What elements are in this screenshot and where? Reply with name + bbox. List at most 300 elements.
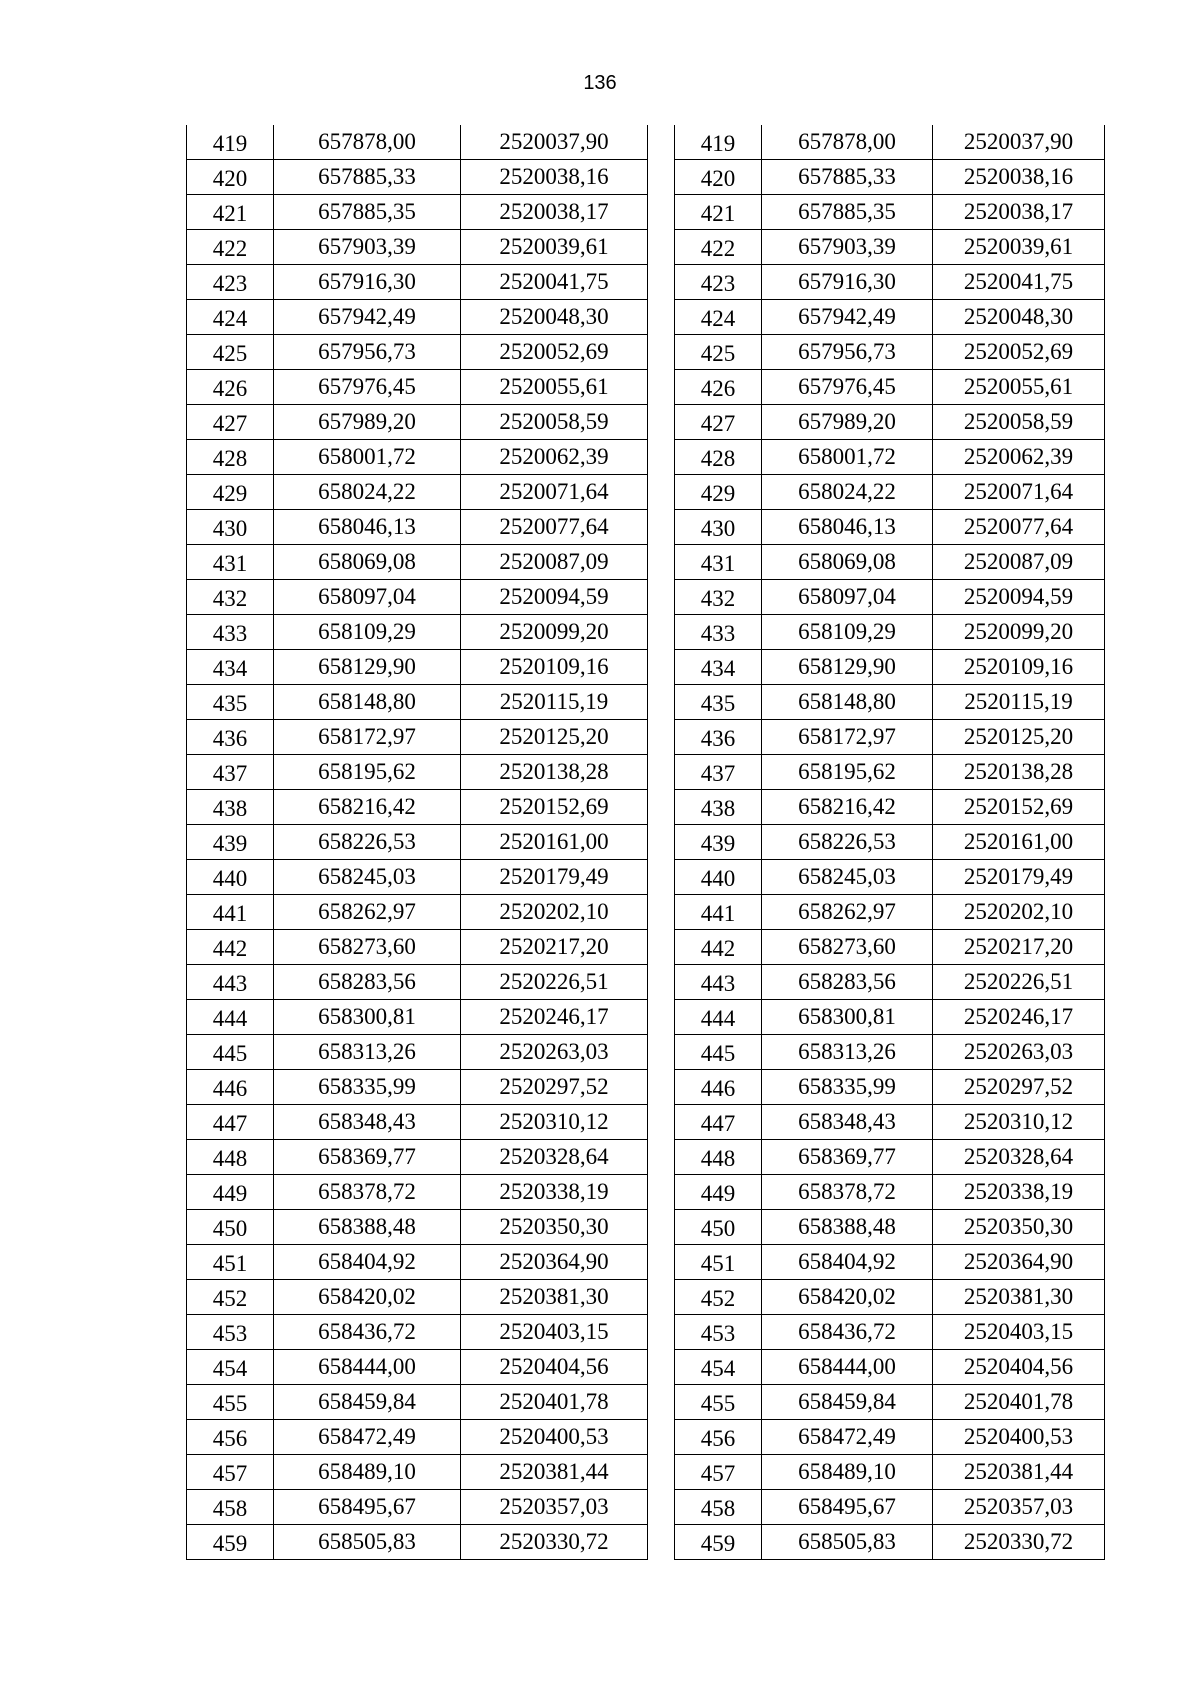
y-coordinate-cell: 2520037,90: [461, 125, 648, 160]
point-number-cell: 448: [675, 1140, 762, 1175]
table-row: [187, 720, 648, 755]
x-coordinate-cell: 658262,97: [762, 895, 933, 930]
y-coordinate-cell: 2520062,39: [933, 440, 1105, 475]
x-coordinate-cell: 658069,08: [762, 545, 933, 580]
x-coordinate-cell: 657916,30: [274, 265, 461, 300]
x-coordinate-cell: 658283,56: [274, 965, 461, 1000]
y-coordinate-cell: 2520404,56: [933, 1350, 1105, 1385]
table-row: [187, 1315, 648, 1350]
x-coordinate-cell: 658420,02: [274, 1280, 461, 1315]
point-number-cell: 430: [675, 510, 762, 545]
y-coordinate-cell: 2520138,28: [461, 755, 648, 790]
point-number-cell: 425: [187, 335, 274, 370]
x-coordinate-cell: 658505,83: [274, 1525, 461, 1560]
y-coordinate-cell: 2520087,09: [461, 545, 648, 580]
x-coordinate-cell: 658348,43: [274, 1105, 461, 1140]
coordinates-table-right: [674, 125, 1105, 1560]
x-coordinate-cell: 658420,02: [762, 1280, 933, 1315]
table-row: [675, 1350, 1105, 1385]
point-number-cell: 449: [187, 1175, 274, 1210]
point-number-cell: 437: [675, 755, 762, 790]
point-number-cell: 455: [187, 1385, 274, 1420]
coordinates-table-body: [675, 125, 1105, 1560]
y-coordinate-cell: 2520058,59: [933, 405, 1105, 440]
x-coordinate-cell: 658444,00: [762, 1350, 933, 1385]
table-row: [675, 405, 1105, 440]
y-coordinate-cell: 2520041,75: [461, 265, 648, 300]
y-coordinate-cell: 2520403,15: [461, 1315, 648, 1350]
table-row: [187, 685, 648, 720]
y-coordinate-cell: 2520099,20: [933, 615, 1105, 650]
table-row: [675, 160, 1105, 195]
point-number-cell: 453: [675, 1315, 762, 1350]
x-coordinate-cell: 658404,92: [762, 1245, 933, 1280]
table-row: [187, 1525, 648, 1560]
y-coordinate-cell: 2520401,78: [933, 1385, 1105, 1420]
table-row: [675, 650, 1105, 685]
table-row: [187, 1455, 648, 1490]
point-number-cell: 435: [187, 685, 274, 720]
table-row: [187, 1350, 648, 1385]
table-row: [675, 1105, 1105, 1140]
table-row: [675, 1000, 1105, 1035]
point-number-cell: 447: [675, 1105, 762, 1140]
y-coordinate-cell: 2520403,15: [933, 1315, 1105, 1350]
x-coordinate-cell: 658378,72: [762, 1175, 933, 1210]
point-number-cell: 446: [675, 1070, 762, 1105]
table-row: [187, 1210, 648, 1245]
x-coordinate-cell: 658436,72: [762, 1315, 933, 1350]
table-row: [187, 615, 648, 650]
y-coordinate-cell: 2520400,53: [461, 1420, 648, 1455]
point-number-cell: 445: [675, 1035, 762, 1070]
point-number-cell: 425: [675, 335, 762, 370]
point-number-cell: 426: [675, 370, 762, 405]
x-coordinate-cell: 658444,00: [274, 1350, 461, 1385]
point-number-cell: 422: [675, 230, 762, 265]
point-number-cell: 419: [675, 125, 762, 160]
y-coordinate-cell: 2520055,61: [461, 370, 648, 405]
table-row: [187, 300, 648, 335]
table-row: [187, 1385, 648, 1420]
x-coordinate-cell: 658489,10: [274, 1455, 461, 1490]
point-number-cell: 447: [187, 1105, 274, 1140]
x-coordinate-cell: 658313,26: [274, 1035, 461, 1070]
y-coordinate-cell: 2520404,56: [461, 1350, 648, 1385]
x-coordinate-cell: 658313,26: [762, 1035, 933, 1070]
y-coordinate-cell: 2520364,90: [461, 1245, 648, 1280]
point-number-cell: 448: [187, 1140, 274, 1175]
point-number-cell: 423: [187, 265, 274, 300]
table-row: [187, 1000, 648, 1035]
point-number-cell: 459: [187, 1525, 274, 1560]
point-number-cell: 420: [675, 160, 762, 195]
point-number-cell: 432: [675, 580, 762, 615]
table-row: [675, 510, 1105, 545]
y-coordinate-cell: 2520161,00: [461, 825, 648, 860]
x-coordinate-cell: 658273,60: [762, 930, 933, 965]
point-number-cell: 426: [187, 370, 274, 405]
y-coordinate-cell: 2520179,49: [933, 860, 1105, 895]
point-number-cell: 451: [187, 1245, 274, 1280]
y-coordinate-cell: 2520330,72: [933, 1525, 1105, 1560]
y-coordinate-cell: 2520381,30: [933, 1280, 1105, 1315]
x-coordinate-cell: 658472,49: [274, 1420, 461, 1455]
point-number-cell: 435: [675, 685, 762, 720]
y-coordinate-cell: 2520038,16: [461, 160, 648, 195]
point-number-cell: 434: [187, 650, 274, 685]
y-coordinate-cell: 2520115,19: [933, 685, 1105, 720]
table-row: [675, 1245, 1105, 1280]
y-coordinate-cell: 2520263,03: [461, 1035, 648, 1070]
y-coordinate-cell: 2520071,64: [933, 475, 1105, 510]
point-number-cell: 457: [675, 1455, 762, 1490]
x-coordinate-cell: 657976,45: [274, 370, 461, 405]
y-coordinate-cell: 2520062,39: [461, 440, 648, 475]
x-coordinate-cell: 658046,13: [762, 510, 933, 545]
table-row: [187, 545, 648, 580]
x-coordinate-cell: 657956,73: [274, 335, 461, 370]
y-coordinate-cell: 2520039,61: [933, 230, 1105, 265]
y-coordinate-cell: 2520401,78: [461, 1385, 648, 1420]
table-row: [675, 755, 1105, 790]
point-number-cell: 452: [187, 1280, 274, 1315]
table-row: [675, 965, 1105, 1000]
point-number-cell: 438: [675, 790, 762, 825]
x-coordinate-cell: 657885,35: [274, 195, 461, 230]
point-number-cell: 451: [675, 1245, 762, 1280]
x-coordinate-cell: 657976,45: [762, 370, 933, 405]
y-coordinate-cell: 2520099,20: [461, 615, 648, 650]
point-number-cell: 445: [187, 1035, 274, 1070]
table-row: [187, 440, 648, 475]
point-number-cell: 458: [187, 1490, 274, 1525]
table-row: [675, 125, 1105, 160]
point-number-cell: 438: [187, 790, 274, 825]
y-coordinate-cell: 2520310,12: [933, 1105, 1105, 1140]
y-coordinate-cell: 2520328,64: [461, 1140, 648, 1175]
y-coordinate-cell: 2520138,28: [933, 755, 1105, 790]
y-coordinate-cell: 2520179,49: [461, 860, 648, 895]
table-row: [187, 195, 648, 230]
table-row: [675, 1455, 1105, 1490]
table-row: [187, 930, 648, 965]
point-number-cell: 428: [675, 440, 762, 475]
x-coordinate-cell: 658300,81: [762, 1000, 933, 1035]
table-row: [187, 1245, 648, 1280]
y-coordinate-cell: 2520400,53: [933, 1420, 1105, 1455]
point-number-cell: 449: [675, 1175, 762, 1210]
table-row: [187, 825, 648, 860]
table-row: [187, 860, 648, 895]
x-coordinate-cell: 658335,99: [762, 1070, 933, 1105]
x-coordinate-cell: 657885,35: [762, 195, 933, 230]
x-coordinate-cell: 658505,83: [762, 1525, 933, 1560]
y-coordinate-cell: 2520357,03: [933, 1490, 1105, 1525]
table-row: [675, 790, 1105, 825]
y-coordinate-cell: 2520077,64: [461, 510, 648, 545]
point-number-cell: 444: [675, 1000, 762, 1035]
y-coordinate-cell: 2520350,30: [461, 1210, 648, 1245]
table-row: [675, 1315, 1105, 1350]
y-coordinate-cell: 2520381,30: [461, 1280, 648, 1315]
table-row: [675, 300, 1105, 335]
table-row: [187, 1420, 648, 1455]
y-coordinate-cell: 2520350,30: [933, 1210, 1105, 1245]
y-coordinate-cell: 2520052,69: [461, 335, 648, 370]
table-row: [187, 1280, 648, 1315]
x-coordinate-cell: 658273,60: [274, 930, 461, 965]
coordinates-table-left: [186, 125, 648, 1560]
x-coordinate-cell: 658369,77: [762, 1140, 933, 1175]
y-coordinate-cell: 2520381,44: [933, 1455, 1105, 1490]
table-row: [187, 265, 648, 300]
x-coordinate-cell: 658459,84: [274, 1385, 461, 1420]
x-coordinate-cell: 657878,00: [762, 125, 933, 160]
point-number-cell: 420: [187, 160, 274, 195]
y-coordinate-cell: 2520364,90: [933, 1245, 1105, 1280]
point-number-cell: 434: [675, 650, 762, 685]
point-number-cell: 427: [675, 405, 762, 440]
point-number-cell: 429: [675, 475, 762, 510]
y-coordinate-cell: 2520048,30: [933, 300, 1105, 335]
x-coordinate-cell: 657903,39: [274, 230, 461, 265]
x-coordinate-cell: 658172,97: [274, 720, 461, 755]
x-coordinate-cell: 658216,42: [274, 790, 461, 825]
x-coordinate-cell: 658001,72: [762, 440, 933, 475]
y-coordinate-cell: 2520041,75: [933, 265, 1105, 300]
point-number-cell: 457: [187, 1455, 274, 1490]
x-coordinate-cell: 658436,72: [274, 1315, 461, 1350]
x-coordinate-cell: 657989,20: [762, 405, 933, 440]
point-number-cell: 456: [675, 1420, 762, 1455]
y-coordinate-cell: 2520246,17: [933, 1000, 1105, 1035]
x-coordinate-cell: 658245,03: [274, 860, 461, 895]
table-row: [187, 1105, 648, 1140]
point-number-cell: 433: [187, 615, 274, 650]
point-number-cell: 433: [675, 615, 762, 650]
y-coordinate-cell: 2520077,64: [933, 510, 1105, 545]
y-coordinate-cell: 2520338,19: [933, 1175, 1105, 1210]
point-number-cell: 431: [187, 545, 274, 580]
y-coordinate-cell: 2520161,00: [933, 825, 1105, 860]
x-coordinate-cell: 658024,22: [274, 475, 461, 510]
x-coordinate-cell: 657903,39: [762, 230, 933, 265]
x-coordinate-cell: 657916,30: [762, 265, 933, 300]
y-coordinate-cell: 2520381,44: [461, 1455, 648, 1490]
y-coordinate-cell: 2520338,19: [461, 1175, 648, 1210]
point-number-cell: 456: [187, 1420, 274, 1455]
table-row: [187, 405, 648, 440]
y-coordinate-cell: 2520071,64: [461, 475, 648, 510]
table-row: [675, 1420, 1105, 1455]
x-coordinate-cell: 658335,99: [274, 1070, 461, 1105]
x-coordinate-cell: 658109,29: [274, 615, 461, 650]
point-number-cell: 421: [675, 195, 762, 230]
point-number-cell: 450: [187, 1210, 274, 1245]
table-row: [675, 930, 1105, 965]
y-coordinate-cell: 2520094,59: [461, 580, 648, 615]
table-row: [675, 370, 1105, 405]
point-number-cell: 421: [187, 195, 274, 230]
x-coordinate-cell: 657989,20: [274, 405, 461, 440]
y-coordinate-cell: 2520357,03: [461, 1490, 648, 1525]
x-coordinate-cell: 658001,72: [274, 440, 461, 475]
y-coordinate-cell: 2520052,69: [933, 335, 1105, 370]
y-coordinate-cell: 2520202,10: [933, 895, 1105, 930]
table-row: [187, 965, 648, 1000]
table-row: [675, 1140, 1105, 1175]
table-row: [187, 475, 648, 510]
table-row: [675, 440, 1105, 475]
point-number-cell: 442: [187, 930, 274, 965]
y-coordinate-cell: 2520217,20: [933, 930, 1105, 965]
table-row: [187, 1140, 648, 1175]
table-row: [675, 545, 1105, 580]
table-row: [675, 685, 1105, 720]
x-coordinate-cell: 658148,80: [274, 685, 461, 720]
table-row: [187, 650, 648, 685]
x-coordinate-cell: 658109,29: [762, 615, 933, 650]
table-row: [675, 1175, 1105, 1210]
table-row: [675, 1280, 1105, 1315]
point-number-cell: 441: [187, 895, 274, 930]
table-row: [187, 580, 648, 615]
table-row: [187, 1175, 648, 1210]
table-row: [187, 160, 648, 195]
y-coordinate-cell: 2520328,64: [933, 1140, 1105, 1175]
y-coordinate-cell: 2520109,16: [461, 650, 648, 685]
point-number-cell: 450: [675, 1210, 762, 1245]
x-coordinate-cell: 658097,04: [274, 580, 461, 615]
x-coordinate-cell: 657885,33: [274, 160, 461, 195]
table-row: [675, 230, 1105, 265]
table-row: [675, 1070, 1105, 1105]
y-coordinate-cell: 2520087,09: [933, 545, 1105, 580]
point-number-cell: 419: [187, 125, 274, 160]
x-coordinate-cell: 658129,90: [274, 650, 461, 685]
point-number-cell: 446: [187, 1070, 274, 1105]
table-row: [675, 475, 1105, 510]
point-number-cell: 424: [187, 300, 274, 335]
x-coordinate-cell: 658300,81: [274, 1000, 461, 1035]
y-coordinate-cell: 2520037,90: [933, 125, 1105, 160]
point-number-cell: 436: [675, 720, 762, 755]
x-coordinate-cell: 658283,56: [762, 965, 933, 1000]
table-row: [675, 1385, 1105, 1420]
table-row: [675, 580, 1105, 615]
point-number-cell: 443: [187, 965, 274, 1000]
x-coordinate-cell: 657885,33: [762, 160, 933, 195]
y-coordinate-cell: 2520058,59: [461, 405, 648, 440]
table-row: [187, 230, 648, 265]
y-coordinate-cell: 2520055,61: [933, 370, 1105, 405]
x-coordinate-cell: 658195,62: [274, 755, 461, 790]
y-coordinate-cell: 2520125,20: [461, 720, 648, 755]
x-coordinate-cell: 658129,90: [762, 650, 933, 685]
table-row: [675, 720, 1105, 755]
x-coordinate-cell: 658097,04: [762, 580, 933, 615]
table-row: [187, 790, 648, 825]
table-row: [187, 125, 648, 160]
x-coordinate-cell: 658172,97: [762, 720, 933, 755]
point-number-cell: 439: [675, 825, 762, 860]
point-number-cell: 432: [187, 580, 274, 615]
x-coordinate-cell: 657942,49: [274, 300, 461, 335]
x-coordinate-cell: 658245,03: [762, 860, 933, 895]
coordinates-table-body: [187, 125, 648, 1560]
y-coordinate-cell: 2520094,59: [933, 580, 1105, 615]
table-row: [187, 370, 648, 405]
point-number-cell: 440: [675, 860, 762, 895]
point-number-cell: 459: [675, 1525, 762, 1560]
table-row: [675, 615, 1105, 650]
point-number-cell: 437: [187, 755, 274, 790]
point-number-cell: 427: [187, 405, 274, 440]
point-number-cell: 442: [675, 930, 762, 965]
table-row: [187, 895, 648, 930]
point-number-cell: 458: [675, 1490, 762, 1525]
table-row: [187, 1070, 648, 1105]
x-coordinate-cell: 658489,10: [762, 1455, 933, 1490]
y-coordinate-cell: 2520038,17: [461, 195, 648, 230]
y-coordinate-cell: 2520109,16: [933, 650, 1105, 685]
x-coordinate-cell: 658216,42: [762, 790, 933, 825]
table-row: [675, 1035, 1105, 1070]
x-coordinate-cell: 658195,62: [762, 755, 933, 790]
table-row: [187, 755, 648, 790]
x-coordinate-cell: 658348,43: [762, 1105, 933, 1140]
table-row: [675, 195, 1105, 230]
x-coordinate-cell: 658404,92: [274, 1245, 461, 1280]
point-number-cell: 430: [187, 510, 274, 545]
y-coordinate-cell: 2520297,52: [933, 1070, 1105, 1105]
table-row: [675, 265, 1105, 300]
point-number-cell: 422: [187, 230, 274, 265]
x-coordinate-cell: 657878,00: [274, 125, 461, 160]
y-coordinate-cell: 2520226,51: [933, 965, 1105, 1000]
point-number-cell: 436: [187, 720, 274, 755]
x-coordinate-cell: 658046,13: [274, 510, 461, 545]
table-row: [675, 1210, 1105, 1245]
y-coordinate-cell: 2520217,20: [461, 930, 648, 965]
point-number-cell: 423: [675, 265, 762, 300]
y-coordinate-cell: 2520246,17: [461, 1000, 648, 1035]
x-coordinate-cell: 658388,48: [274, 1210, 461, 1245]
table-row: [675, 860, 1105, 895]
point-number-cell: 454: [187, 1350, 274, 1385]
point-number-cell: 439: [187, 825, 274, 860]
y-coordinate-cell: 2520226,51: [461, 965, 648, 1000]
y-coordinate-cell: 2520038,17: [933, 195, 1105, 230]
x-coordinate-cell: 658388,48: [762, 1210, 933, 1245]
y-coordinate-cell: 2520038,16: [933, 160, 1105, 195]
point-number-cell: 431: [675, 545, 762, 580]
x-coordinate-cell: 658262,97: [274, 895, 461, 930]
x-coordinate-cell: 658226,53: [762, 825, 933, 860]
x-coordinate-cell: 658472,49: [762, 1420, 933, 1455]
page-number: 136: [583, 72, 617, 94]
table-row: [675, 895, 1105, 930]
point-number-cell: 424: [675, 300, 762, 335]
x-coordinate-cell: 658378,72: [274, 1175, 461, 1210]
point-number-cell: 455: [675, 1385, 762, 1420]
y-coordinate-cell: 2520125,20: [933, 720, 1105, 755]
table-row: [675, 825, 1105, 860]
point-number-cell: 444: [187, 1000, 274, 1035]
y-coordinate-cell: 2520048,30: [461, 300, 648, 335]
x-coordinate-cell: 658226,53: [274, 825, 461, 860]
